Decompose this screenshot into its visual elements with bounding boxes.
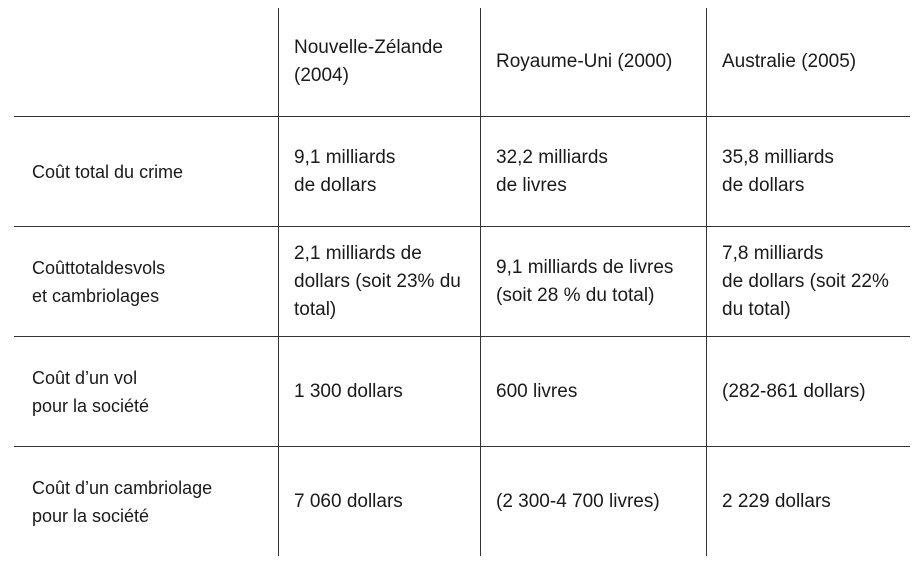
cell-theft-burglary-au: 7,8 milliards de dollars (soit 22% du total): [722, 242, 889, 320]
cell-theft-burglary-nz: 2,1 milliards de dollars (soit 23% du total): [294, 242, 461, 320]
cell-cost-per-theft-uk: 600 livres: [496, 380, 578, 402]
header-cell-empty: [32, 8, 272, 116]
column-divider: [278, 8, 279, 556]
row-label-cost-per-theft: Coût d’un vol pour la société: [32, 367, 150, 416]
header-cell-new-zealand: Nouvelle-Zélande (2004): [294, 37, 443, 86]
row-label-theft-burglary-total: Coûttotaldesvols et cambriolages: [32, 257, 166, 306]
header-cell-australia: Australie (2005): [722, 51, 857, 72]
cell-total-cost-au: 35,8 milliards de dollars: [722, 146, 834, 196]
cell-cost-per-burglary-uk: (2 300-4 700 livres): [496, 490, 660, 512]
cell-total-cost-uk: 32,2 milliards de livres: [496, 146, 608, 196]
cell-cost-per-burglary-nz: 7 060 dollars: [294, 490, 403, 512]
cell-theft-burglary-uk: 9,1 milliards de livres (soit 28 % du total): [496, 256, 674, 306]
row-label-cost-per-burglary: Coût d’un cambriolage pour la société: [32, 477, 213, 526]
cell-total-cost-nz: 9,1 milliards de dollars: [294, 146, 396, 196]
cell-cost-per-theft-nz: 1 300 dollars: [294, 380, 403, 402]
row-label-total-cost: Coût total du crime: [32, 161, 184, 182]
column-divider: [706, 8, 707, 556]
cell-cost-per-theft-au: (282-861 dollars): [722, 380, 866, 402]
cell-cost-per-burglary-au: 2 229 dollars: [722, 490, 831, 512]
header-cell-united-kingdom: Royaume-Uni (2000): [496, 51, 673, 72]
column-divider: [480, 8, 481, 556]
